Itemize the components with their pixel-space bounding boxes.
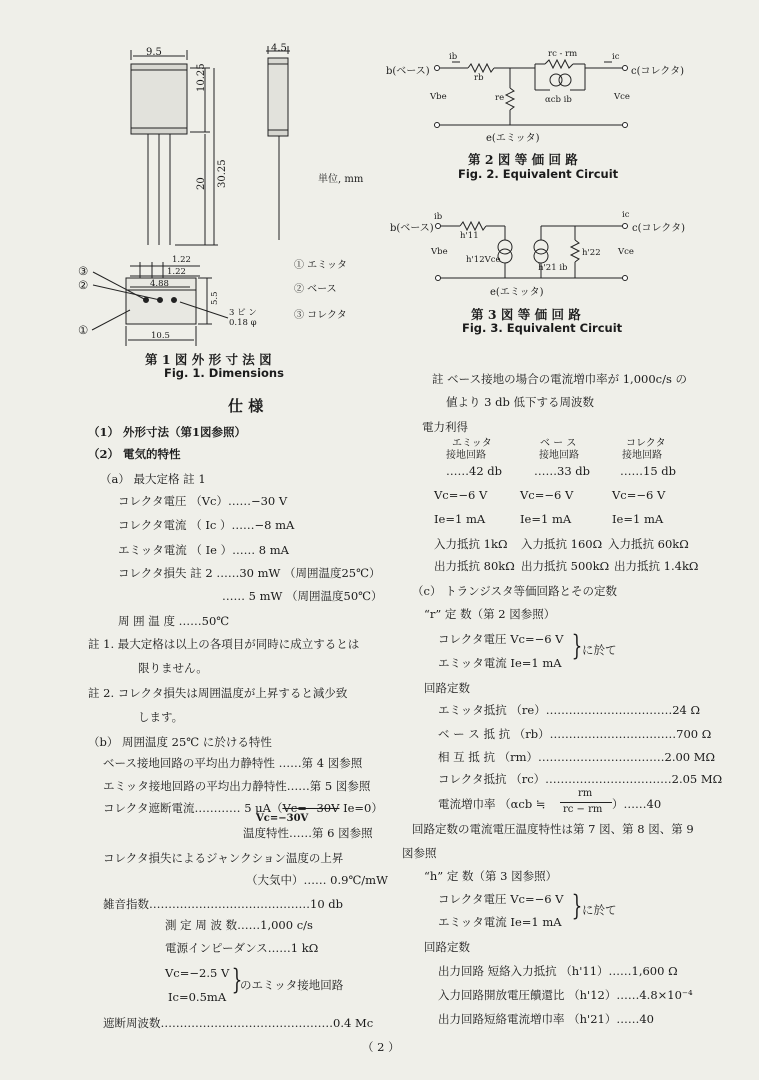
col-ce-vc: Vc=−6 V <box>434 488 488 502</box>
pin-legend-collector: ③ コレクタ <box>294 310 347 321</box>
r-constants-heading: “r” 定 数（第 2 図参照） <box>424 607 556 621</box>
heading-equiv-circuit: （c） トランジスタ等価回路とその定数 <box>412 584 617 598</box>
fig2-rc-rm: rc - rm <box>548 49 578 59</box>
rating-collector-current: コレクタ電流 （ Ic ）……−8 mA <box>118 518 295 532</box>
char-junction-rise-value: （大気中）…… 0.9℃/mW <box>246 873 388 887</box>
temp-char-line-1: 回路定数の電流電圧温度特性は第 7 図、第 8 図、第 9 <box>412 822 694 836</box>
r-emitter-resistance: エミッタ抵抗 （re）……………………………24 Ω <box>438 703 701 717</box>
fig3-vce: Vce <box>618 247 634 257</box>
brace-h: } <box>571 889 583 922</box>
fig2-caption-jp: 第 2 図 等 価 回 路 <box>468 152 578 167</box>
r-mutual-resistance: 相 互 抵 抗 （rm）……………………………2.00 MΩ <box>438 750 716 764</box>
pin-legend-emitter: ① エミッタ <box>294 260 347 271</box>
col-cb-ie: Ie=1 mA <box>520 512 572 526</box>
fig2-rb: rb <box>474 73 484 83</box>
col-ce-rout: 出力抵抗 80kΩ <box>434 559 515 573</box>
col-cb-h1: ベ ー ス <box>540 438 577 449</box>
r-cond-at: に於て <box>582 643 617 657</box>
dim-30-25: 30.25 <box>217 159 228 188</box>
h-constants-heading: “h” 定 数（第 3 図参照） <box>424 869 558 883</box>
h21-current-gain: 出力回路短絡電流増巾率 （h'21）……40 <box>438 1012 654 1026</box>
callout-2: ② <box>78 278 89 292</box>
fig2-re: re <box>495 93 505 103</box>
char-noise-figure: 雑音指数……………………………………10 db <box>103 897 344 911</box>
r-gain-numerator: rm <box>578 788 593 799</box>
brace-r: } <box>571 629 583 662</box>
dim-10-25: 10.25 <box>196 63 207 92</box>
dim-1-22-a: 1.22 <box>172 255 191 265</box>
rating-emitter-current: エミッタ電流 （ Ie ）…… 8 mA <box>118 543 289 557</box>
fig2-c-label: c(コレクタ) <box>631 66 685 77</box>
char-temperature: 温度特性……第 6 図参照 <box>243 826 373 840</box>
dim-10-5: 10.5 <box>151 331 170 341</box>
dim-4-5: 4.5 <box>271 43 287 54</box>
r-gain-value: ）……40 <box>612 797 662 811</box>
fig3-h21: h'21 ib <box>538 263 568 273</box>
fig2-acb: αcb ib <box>545 95 572 105</box>
fig3-b-label: b(ベース) <box>390 223 434 234</box>
pin-spec-b: 0.18 φ <box>229 318 257 328</box>
char-measure-freq: 測 定 周 波 数……1,000 c/s <box>165 918 313 932</box>
fig2-ib: ib <box>449 52 458 62</box>
temp-char-line-2: 図参照 <box>402 846 437 860</box>
col-cc-rout: 出力抵抗 1.4kΩ <box>614 559 699 573</box>
dim-9-5: 9.5 <box>146 47 162 58</box>
r-gain-fraction-bar <box>560 802 612 803</box>
fig1-caption-en: Fig. 1. Dimensions <box>164 366 284 380</box>
r-collector-resistance: コレクタ抵抗 （rc）……………………………2.05 MΩ <box>438 772 723 786</box>
char-cutoff-freq: 遮断周波数………………………………………0.4 Mc <box>103 1016 374 1030</box>
rating-collector-voltage: コレクタ電圧 （Vc）……−30 V <box>118 494 288 508</box>
col-ce-gain: ……42 db <box>446 464 503 478</box>
fig3-e-label: e(エミッタ) <box>490 287 544 298</box>
fig3-vbe: Vbe <box>431 247 448 257</box>
char-collector-cutoff <box>103 801 383 815</box>
fig3-h12: h'12Vce <box>466 255 501 265</box>
note-cutoff-1: 註 ベース接地の場合の電流増巾率が 1,000c/s の <box>432 372 688 386</box>
h-circuit-constants: 回路定数 <box>424 940 470 954</box>
col-ce-h2: 接地回路 <box>446 450 486 461</box>
char-base-output: ベース接地回路の平均出力静特性 ……第 4 図参照 <box>103 756 363 770</box>
h-cond-at: に於て <box>582 903 617 917</box>
note-1-line-1: 註 1. 最大定格は以上の各項目が同時に成立するとは <box>88 637 360 651</box>
char-vc: Vc=−2.5 V <box>165 966 230 980</box>
heading-25c-characteristics: （b） 周囲温度 25℃ に於ける特性 <box>88 735 272 749</box>
char-ic: Ic=0.5mA <box>168 990 227 1004</box>
col-ce-ie: Ie=1 mA <box>434 512 486 526</box>
cutoff-struck: Vc=−30V <box>282 801 340 815</box>
fig2-e-label: e(エミッタ) <box>486 133 540 144</box>
note-1-line-2: 限りません。 <box>138 661 208 675</box>
col-ce-h1: エミッタ <box>452 438 492 449</box>
rating-ambient-temp: 周 囲 温 度 ……50℃ <box>118 614 230 628</box>
dim-4-88: 4.88 <box>150 279 169 289</box>
col-cc-gain: ……15 db <box>620 464 677 478</box>
fig3-caption-jp: 第 3 図 等 価 回 路 <box>471 307 581 322</box>
dim-20: 20 <box>196 177 207 190</box>
r-gain-denominator: rc − rm <box>563 804 603 815</box>
col-cc-ie: Ie=1 mA <box>612 512 664 526</box>
note-2-line-1: 註 2. コレクタ損失は周囲温度が上昇すると減少致 <box>88 686 348 700</box>
col-cb-rout: 出力抵抗 500kΩ <box>521 559 610 573</box>
fig3-h11: h'11 <box>460 231 479 241</box>
col-cb-h2: 接地回路 <box>539 450 579 461</box>
fig1-caption-jp: 第 1 図 外 形 寸 法 図 <box>145 352 272 367</box>
char-junction-rise: コレクタ損失によるジャンクション温度の上昇 <box>103 851 344 865</box>
col-cc-vc: Vc=−6 V <box>612 488 666 502</box>
col-cb-vc: Vc=−6 V <box>520 488 574 502</box>
col-cb-gain: ……33 db <box>534 464 591 478</box>
unit-label: 単位, mm <box>318 174 364 185</box>
col-cc-rin: 入力抵抗 60kΩ <box>608 537 689 551</box>
char-emitter-output: エミッタ接地回路の平均出力静特性……第 5 図参照 <box>103 779 371 793</box>
fig3-ib: ib <box>434 212 443 222</box>
char-ce-circuit: のエミッタ接地回路 <box>240 978 344 992</box>
heading-max-ratings: （a） 最大定格 註 1 <box>100 472 206 486</box>
r-cond-vc: コレクタ電圧 Vc=−6 V <box>438 632 564 646</box>
fig3-h22: h'22 <box>582 248 601 258</box>
heading-dimensions: （1） 外形寸法（第1図参照） <box>88 425 247 439</box>
fig3-ic: ic <box>622 210 630 220</box>
cutoff-correction: Vc=−30V <box>256 813 309 824</box>
fig2-vbe: Vbe <box>430 92 447 102</box>
col-ce-rin: 入力抵抗 1kΩ <box>434 537 508 551</box>
fig2-caption-en: Fig. 2. Equivalent Circuit <box>458 167 619 181</box>
cutoff-text: コレクタ遮断電流………… 5 μA（ <box>103 801 283 815</box>
pin-spec-a: 3 ピ ン <box>229 308 257 318</box>
r-circuit-constants: 回路定数 <box>424 681 470 695</box>
h-cond-vc: コレクタ電圧 Vc=−6 V <box>438 892 564 906</box>
h12-feedback-ratio: 入力回路開放電圧饋還比 （h'12）……4.8×10⁻⁴ <box>438 988 693 1002</box>
note-cutoff-2: 値より 3 db 低下する周波数 <box>446 395 595 409</box>
rating-collector-dissipation-50: …… 5 mW （周囲温度50℃） <box>222 589 383 603</box>
pin-legend-base: ② ベース <box>294 284 337 295</box>
col-cc-h2: 接地回路 <box>622 450 662 461</box>
fig3-c-label: c(コレクタ) <box>632 223 686 234</box>
r-current-gain: 電流増巾率 （αcb ≒ <box>438 797 546 811</box>
power-gain-label: 電力利得 <box>422 420 468 434</box>
note-2-line-2: します。 <box>138 710 184 724</box>
dim-1-22-b: 1.22 <box>167 267 186 277</box>
page-number: （ 2 ） <box>362 1040 400 1054</box>
callout-3: ③ <box>78 264 89 278</box>
col-cc-h1: コレクタ <box>626 438 666 449</box>
r-cond-ie: エミッタ電流 Ie=1 mA <box>438 656 562 670</box>
h11-input-resistance: 出力回路 短絡入力抵抗 （h'11）……1,600 Ω <box>438 964 678 978</box>
rating-collector-dissipation: コレクタ損失 註 2 ……30 mW （周囲温度25℃） <box>118 566 381 580</box>
fig2-vce: Vce <box>614 92 630 102</box>
callout-1: ① <box>78 323 89 337</box>
brace-left: } <box>231 963 243 996</box>
char-source-impedance: 電源インピーダンス……1 kΩ <box>165 941 319 955</box>
col-cb-rin: 入力抵抗 160Ω <box>521 537 603 551</box>
h-cond-ie: エミッタ電流 Ie=1 mA <box>438 915 562 929</box>
fig3-caption-en: Fig. 3. Equivalent Circuit <box>462 321 623 335</box>
r-base-resistance: ベ ー ス 抵 抗 （rb）……………………………700 Ω <box>438 727 712 741</box>
heading-electrical: （2） 電気的特性 <box>88 447 181 461</box>
cutoff-ie: Ie=0） <box>339 801 383 815</box>
fig2-b-label: b(ベース) <box>386 66 430 77</box>
fig2-ic: ic <box>612 52 620 62</box>
section-title: 仕 様 <box>228 397 264 415</box>
dim-5-5: 5.5 <box>210 291 220 305</box>
